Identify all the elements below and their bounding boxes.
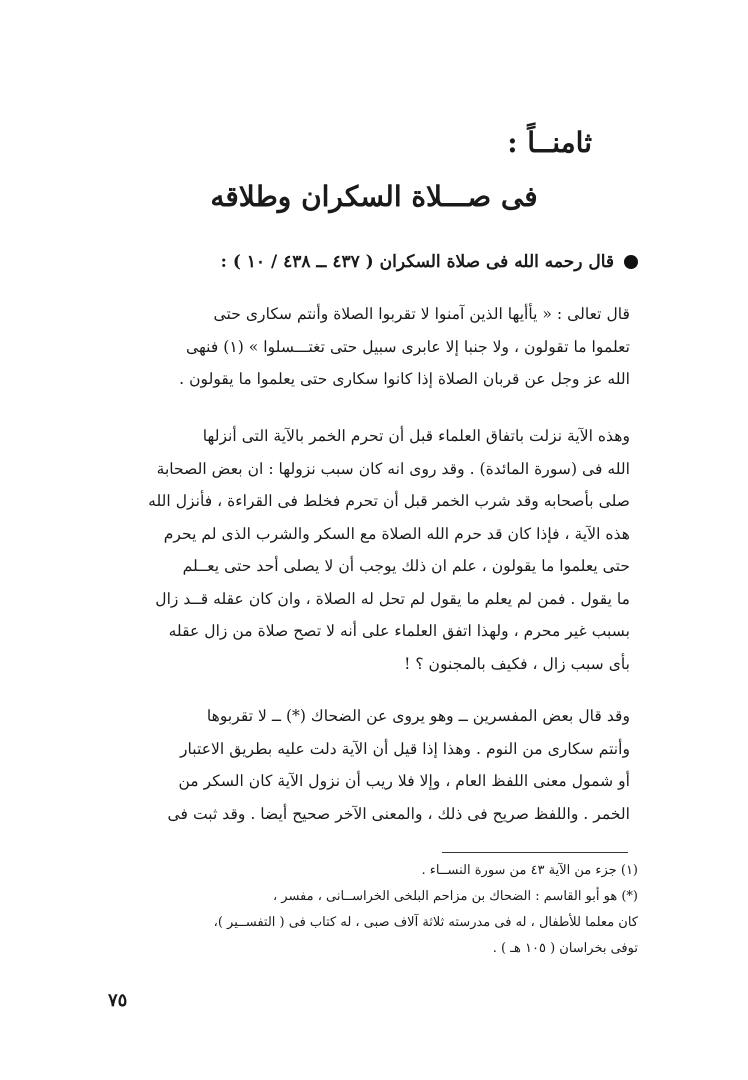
footnote: (١) جزء من الآية ٤٣ من سورة النســاء . xyxy=(421,863,638,878)
footnote: توفى بخراسان ( ١٠٥ هـ ) . xyxy=(492,941,638,956)
text-line: وأنتم سكارى من النوم . وهذا إذا قيل أن الآية دلت عليه بطريق الاعتبار xyxy=(180,739,630,758)
chapter-title: فى صـــلاة السكران وطلاقه xyxy=(210,180,538,213)
quote-heading-text: قال رحمه الله فى صلاة السكران ( ٤٣٧ ــ ٤٣٨ / ١٠ ) : xyxy=(220,252,614,272)
text-line: صلى بأصحابه وقد شرب الخمر قبل أن تحرم فخلط فى القراءة ، فأنزل الله xyxy=(148,492,630,510)
text-line: وهذه الآية نزلت باتفاق العلماء قبل أن تحرم الخمر بالآية التى أنزلها xyxy=(202,427,630,445)
page-number: ٧٥ xyxy=(108,990,128,1011)
paragraph-1 xyxy=(112,298,630,396)
text-line: تعلموا ما تقولون ، ولا جنبا إلا عابرى سبيل حتى تغتـــسلوا » (١) فنهى xyxy=(185,337,630,356)
footnotes xyxy=(104,858,638,962)
section-label: ثامنــاً : xyxy=(507,126,592,159)
text-line: ما يقول . فمن لم يعلم ما يقول لم تحل له الصلاة ، وان كان عقله قــد زال xyxy=(155,589,630,608)
text-line: بسبب غير محرم ، ولهذا اتفق العلماء على أنه لا تصح صلاة من زال عقله xyxy=(168,622,630,640)
text-line: هذه الآية ، فإذا كان قد حرم الله الصلاة مع السكر والشرب الذى لم يحرم xyxy=(163,524,630,543)
text-line: الله فى (سورة المائدة) . وقد روى انه كان سبب نزولها : ان بعض الصحابة xyxy=(156,459,630,478)
footnote-divider xyxy=(442,852,628,853)
text-line: حتى يعلموا ما يقولون ، علم ان ذلك يوجب أن لا يصلى أحد حتى يعــلم xyxy=(182,557,630,575)
text-line: أو شمول معنى اللفظ العام ، وإلا فلا ريب أن نزول الآية كان السكر من xyxy=(178,772,630,790)
paragraph-2 xyxy=(112,420,630,680)
paragraph-3 xyxy=(112,700,630,830)
text-line: بأى سبب زال ، فكيف بالمجنون ؟ ! xyxy=(404,654,630,673)
text-line: قال تعالى : « يأأيها الذين آمنوا لا تقربوا الصلاة وأنتم سكارى حتى xyxy=(213,305,630,323)
quote-heading xyxy=(221,252,638,272)
bullet-icon xyxy=(624,255,638,269)
text-line: الله عز وجل عن قربان الصلاة إذا كانوا سكارى حتى يعلموا ما يقولون . xyxy=(179,370,630,388)
footnote: كان معلما للأطفال ، له فى مدرسته ثلاثة آلاف صبى ، له كتاب فى ( التفســير )، xyxy=(213,915,638,930)
footnote: (*) هو أبو القاسم : الضحاك بن مزاحم البلخى الخراســانى ، مفسر ، xyxy=(272,889,638,904)
text-line: الخمر . واللفظ صريح فى ذلك ، والمعنى الآخر صحيح أيضا . وقد ثبت فى xyxy=(167,804,630,823)
text-line: وقد قال بعض المفسرين ــ وهو يروى عن الضحاك (*) ــ لا تقربوها xyxy=(206,707,630,725)
